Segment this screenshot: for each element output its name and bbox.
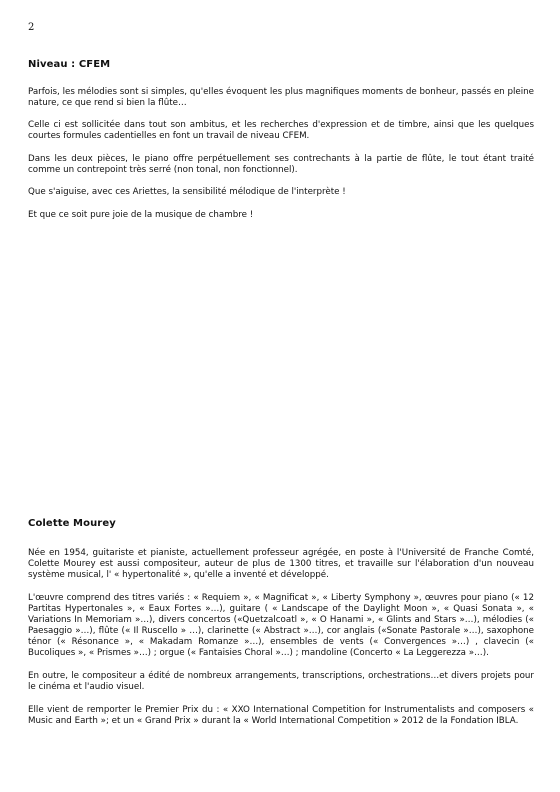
level-paragraph: Dans les deux pièces, le piano offre perpétuellement ses contrechants à la partie de flûte, le tout étant traité comme un contrepoint très serré (non tonal, non fonctionnel). [28, 153, 534, 175]
level-section [28, 59, 534, 232]
composer-paragraph: L'œuvre comprend des titres variés : « Requiem », « Magnificat », « Liberty Symphony », œuvres pour piano (« 12 Partitas Hypertonales », « Eaux Fortes »…), guitare ( « Landscape of the Daylight Moon », « Quasi Sonata », « Variations In Memoriam »…), divers concertos («Quetzalcoatl », « O Hanami », « Glints and Stars »…), mélodies (« Paesaggio »…), flûte (« Il Ruscello » …), clarinette (« Abstract »…), cor anglais («Sonate Pastorale »…), saxophone ténor (« Résonance », « Makadam Romanze »…), ensembles de vents (« Convergences »…) , clavecin (« Bucoliques », « Prismes »…) ; orgue (« Fantaisies Choral »…) ; mandoline (Concerto « La Leggerezza »…). [28, 593, 534, 658]
level-heading: Niveau : CFEM [28, 59, 111, 70]
level-paragraph: Que s'aiguise, avec ces Ariettes, la sensibilité mélodique de l'interprète ! [28, 187, 346, 198]
level-paragraph: Parfois, les mélodies sont si simples, qu'elles évoquent les plus magnifiques moments de bonheur, passés en pleine nature, ce que rend si bien la flûte… [28, 87, 534, 108]
composer-paragraph: Elle vient de remporter le Premier Prix du : « XXO International Competition for Instrumentalists and composers « Music and Earth »; et un « Grand Prix » durant la « World International Competition » 2012 de la Fondation IBLA. [28, 705, 534, 727]
page-number: 2 [28, 22, 35, 33]
level-paragraph: Et que ce soit pure joie de la musique de chambre ! [28, 209, 254, 220]
composer-paragraph: Née en 1954, guitariste et pianiste, actuellement professeur agrégée, en poste à l'Université de Franche Comté, Colette Mourey est aussi compositeur, auteur de plus de 1300 titres, et travaille sur l'élaboration d'un nouveau système musical, l' « hypertonalité », qu'elle a inventé et développé. [28, 548, 534, 580]
composer-section [28, 518, 534, 740]
level-paragraph: Celle ci est sollicitée dans tout son ambitus, et les recherches d'expression et de timbre, ainsi que les quelques courtes formules cadentielles en font un travail de niveau CFEM. [28, 120, 534, 142]
composer-heading: Colette Mourey [28, 518, 116, 529]
composer-paragraph: En outre, le compositeur a édité de nombreux arrangements, transcriptions, orchestrations…et divers projets pour le cinéma et l'audio visuel. [28, 671, 534, 693]
